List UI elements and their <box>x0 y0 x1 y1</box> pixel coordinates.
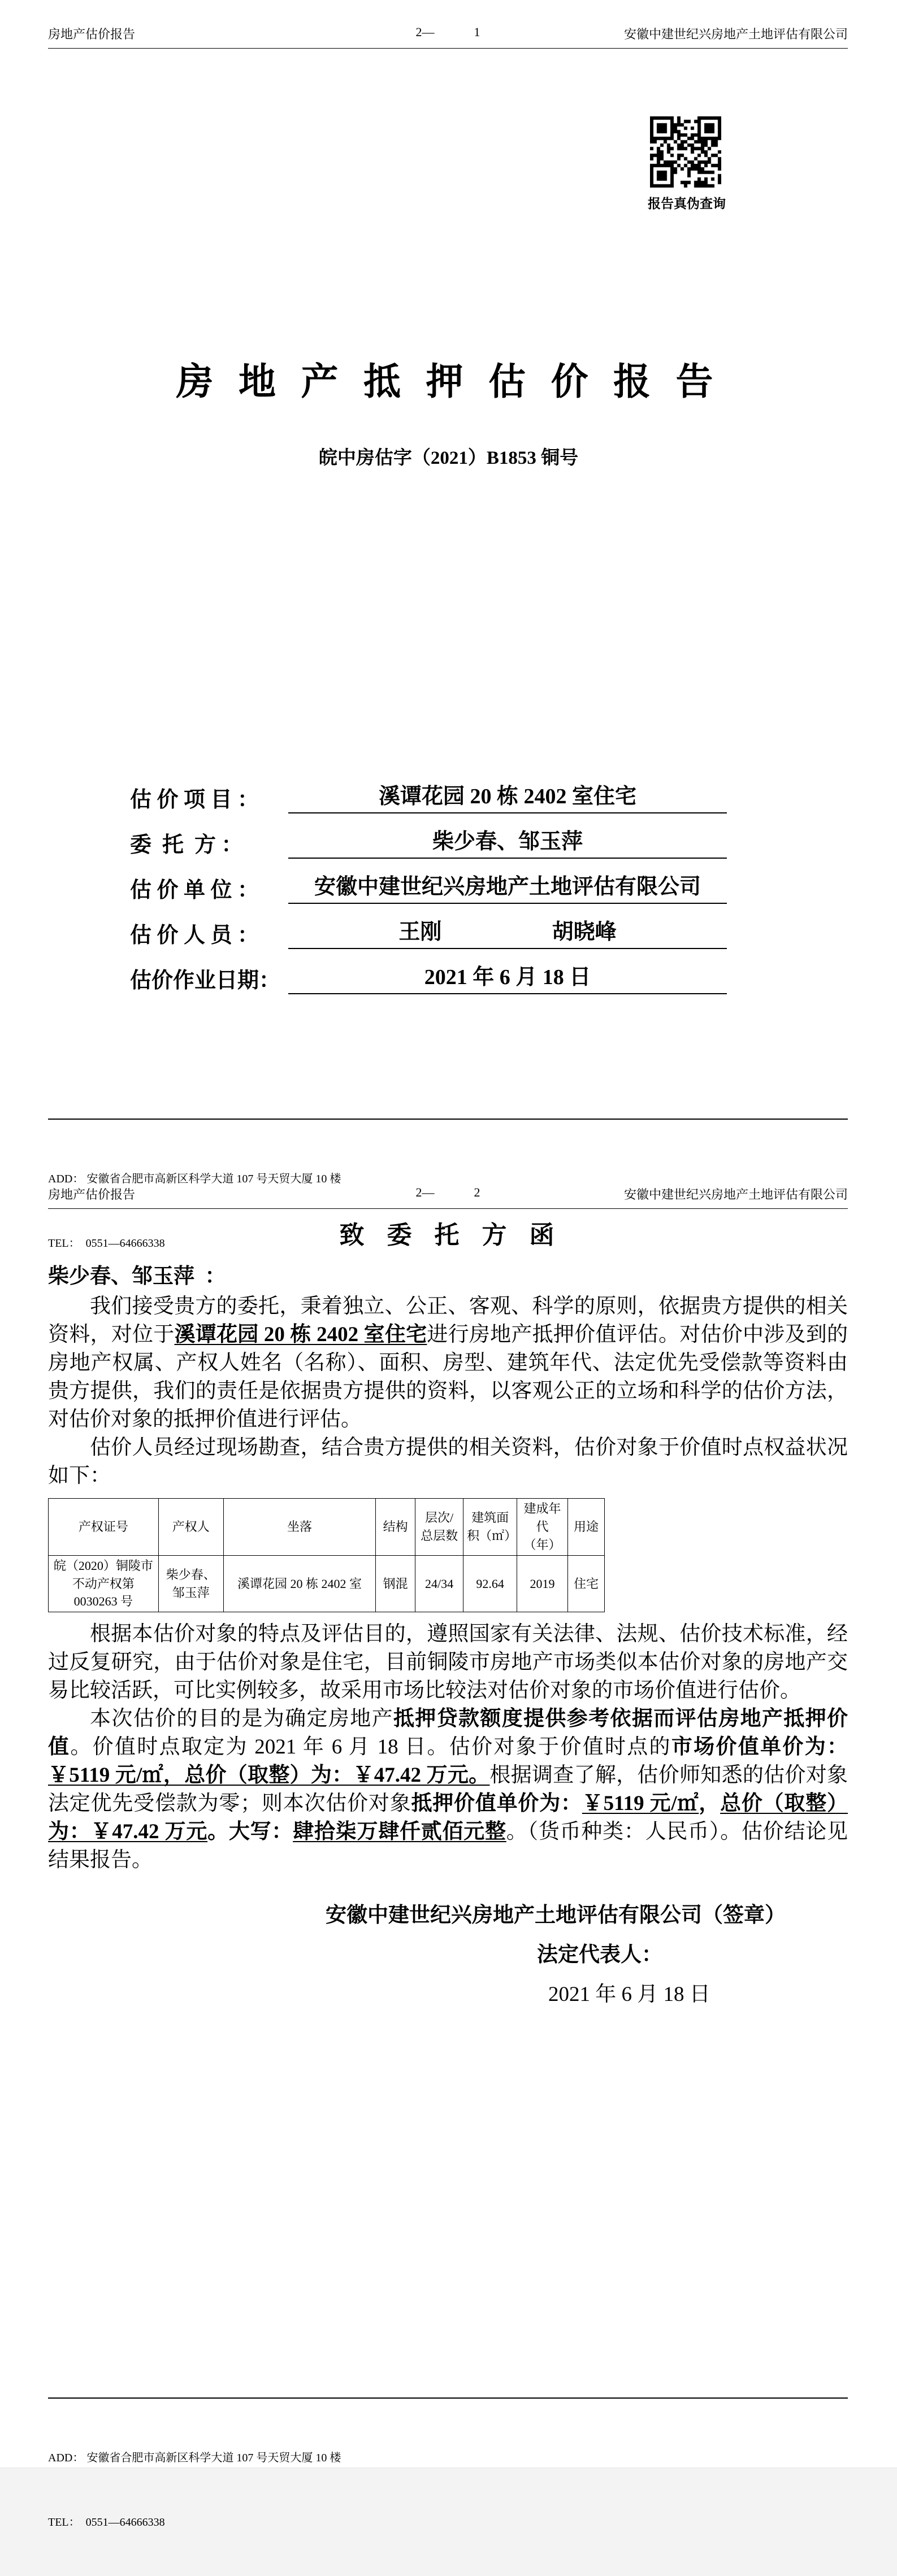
header-cell-certificate: 产权证号 <box>49 1499 159 1556</box>
field-label: 估价作业日期： <box>130 969 281 993</box>
field-row-agency <box>130 859 727 904</box>
field-value-underlined: 安徽中建世纪兴房地产土地评估有限公司 <box>288 874 727 904</box>
page2-header <box>48 1185 848 1209</box>
field-label: 估 价 项 目 ： <box>130 788 259 812</box>
header-cell-year: 建成年代（年） <box>517 1499 568 1556</box>
header-cell-area: 建筑面积（㎡） <box>463 1499 517 1556</box>
paragraph-method: 根据本估价对象的特点及评估目的，遵照国家有关法律、法规、估价技术标准，经过反复研究，由于估价对象是住宅，目前铜陵市房地产市场类似本估价对象的房地产交易比较活跃，可比实例较多，故采用市场比较法对估价对象的市场价值进行估价。 <box>48 1622 848 1703</box>
report-number: 皖中房估字（2021）B1853 铜号 <box>318 448 579 468</box>
field-row-date <box>130 949 727 994</box>
page-current-number: 1 <box>474 25 480 39</box>
page1-header <box>48 25 848 49</box>
field-row-client <box>130 813 727 859</box>
company-signature: 安徽中建世纪兴房地产土地评估有限公司（签章） <box>326 1904 786 1927</box>
cell-year: 2019 <box>517 1555 568 1612</box>
cell-location: 溪谭花园 20 栋 2402 室 <box>223 1555 376 1612</box>
header-cell-use: 用途 <box>568 1499 605 1556</box>
header-cell-owner: 产权人 <box>158 1499 223 1556</box>
header-cell-structure: 结构 <box>376 1499 415 1556</box>
letter-body <box>48 1293 848 2009</box>
report-title: 房 地 产 抵 押 估 价 报 告 <box>176 362 721 403</box>
field-value-underlined: 柴少春、邹玉萍 <box>288 829 727 859</box>
field-label: 估 价 人 员 ： <box>130 924 259 948</box>
table-row <box>49 1555 605 1612</box>
legal-representative-label: 法定代表人： <box>537 1943 662 1967</box>
field-value-underlined <box>288 920 727 949</box>
page-number-group <box>416 25 480 40</box>
footer-address: ADD： 安徽省合肥市高新区科学大道 107 号天贸大厦 10 楼 <box>48 2452 341 2464</box>
cell-owner: 柴少春、邹玉萍 <box>158 1555 223 1612</box>
header-doc-title: 房地产估价报告 <box>48 27 136 41</box>
paragraph-engagement: 我们接受贵方的委托，秉着独立、公正、客观、科学的原则，依据贵方提供的相关资料，对位于溪谭花园 20 栋 2402 室住宅进行房地产抵押价值评估。对估价中涉及到的房地产权属、产权人姓名（名称）、面积、房型、建筑年代、法定优先受偿款等资料由贵方提供，我们的责任是依据贵方提供的资料，以客观公正的立场和科学的估价方法，对估价对象的抵押价值进行评估。 <box>48 1295 848 1431</box>
cell-certificate: 皖（2020）铜陵市不动产权第 0030263 号 <box>49 1555 159 1612</box>
header-doc-title: 房地产估价报告 <box>48 1187 136 1202</box>
header-cell-floor: 层次/总层数 <box>415 1499 463 1556</box>
signature-date: 2021 年 6 月 18 日 <box>548 1983 710 2007</box>
field-row-project <box>130 768 727 813</box>
header-cell-location: 坐落 <box>223 1499 376 1556</box>
page-current-number: 2 <box>474 1185 480 1199</box>
header-company-name: 安徽中建世纪兴房地产土地评估有限公司 <box>623 1187 848 1202</box>
cell-use: 住宅 <box>568 1555 605 1612</box>
cell-floor: 24/34 <box>415 1555 463 1612</box>
table-header-row <box>49 1499 605 1556</box>
page2-footer <box>48 2397 848 2576</box>
property-rights-table <box>48 1498 605 1612</box>
field-label: 估 价 单 位 ： <box>130 878 259 903</box>
page-total-marker: 2— <box>415 1185 435 1199</box>
cell-structure: 钢混 <box>376 1555 415 1612</box>
field-label: 委 托 方 ： <box>130 833 243 858</box>
footer-address: ADD： 安徽省合肥市高新区科学大道 107 号天贸大厦 10 楼 <box>48 1173 341 1185</box>
qr-code <box>650 116 721 188</box>
page-total-marker: 2— <box>415 25 435 39</box>
field-value-underlined: 溪谭花园 20 栋 2402 室住宅 <box>288 784 727 813</box>
cover-fields <box>130 768 727 994</box>
letter-salutation: 柴少春、邹玉萍 ： <box>48 1265 226 1288</box>
field-row-appraisers <box>130 904 727 949</box>
qr-caption: 报告真伪查询 <box>648 197 726 211</box>
header-company-name: 安徽中建世纪兴房地产土地评估有限公司 <box>623 27 848 41</box>
letter-title: 致 委 托 方 函 <box>339 1221 558 1249</box>
paragraph-inspection: 估价人员经过现场勘查，结合贵方提供的相关资料，估价对象于价值时点权益状况如下： <box>48 1436 848 1487</box>
page-number-group <box>416 1185 480 1200</box>
field-value-underlined: 2021 年 6 月 18 日 <box>288 965 727 994</box>
appraiser-name-2: 胡晓峰 <box>552 920 617 945</box>
paragraph-valuation-result: 本次估价的目的是为确定房地产抵押贷款额度提供参考依据而评估房地产抵押价值。价值时点取定为 2021 年 6 月 18 日。估价对象于价值时点的市场价值单价为：￥5119 元/㎡，总价（取整）为：￥47.42 万元。根据调查了解，估价师知悉的估价对象法定优先受偿款为零；则本次估价对象抵押价值单价为：￥5119 元/㎡，总价（取整）为：￥47.42 万元。大写：肆拾柒万肆仟贰佰元整。（货币种类：人民币）。估价结论见结果报告。 <box>48 1707 848 1872</box>
footer-telephone: TEL： 0551—64666338 <box>48 1237 165 1250</box>
appraiser-name-1: 王刚 <box>398 920 442 945</box>
footer-telephone: TEL： 0551—64666338 <box>48 2516 165 2529</box>
cell-area: 92.64 <box>463 1555 517 1612</box>
